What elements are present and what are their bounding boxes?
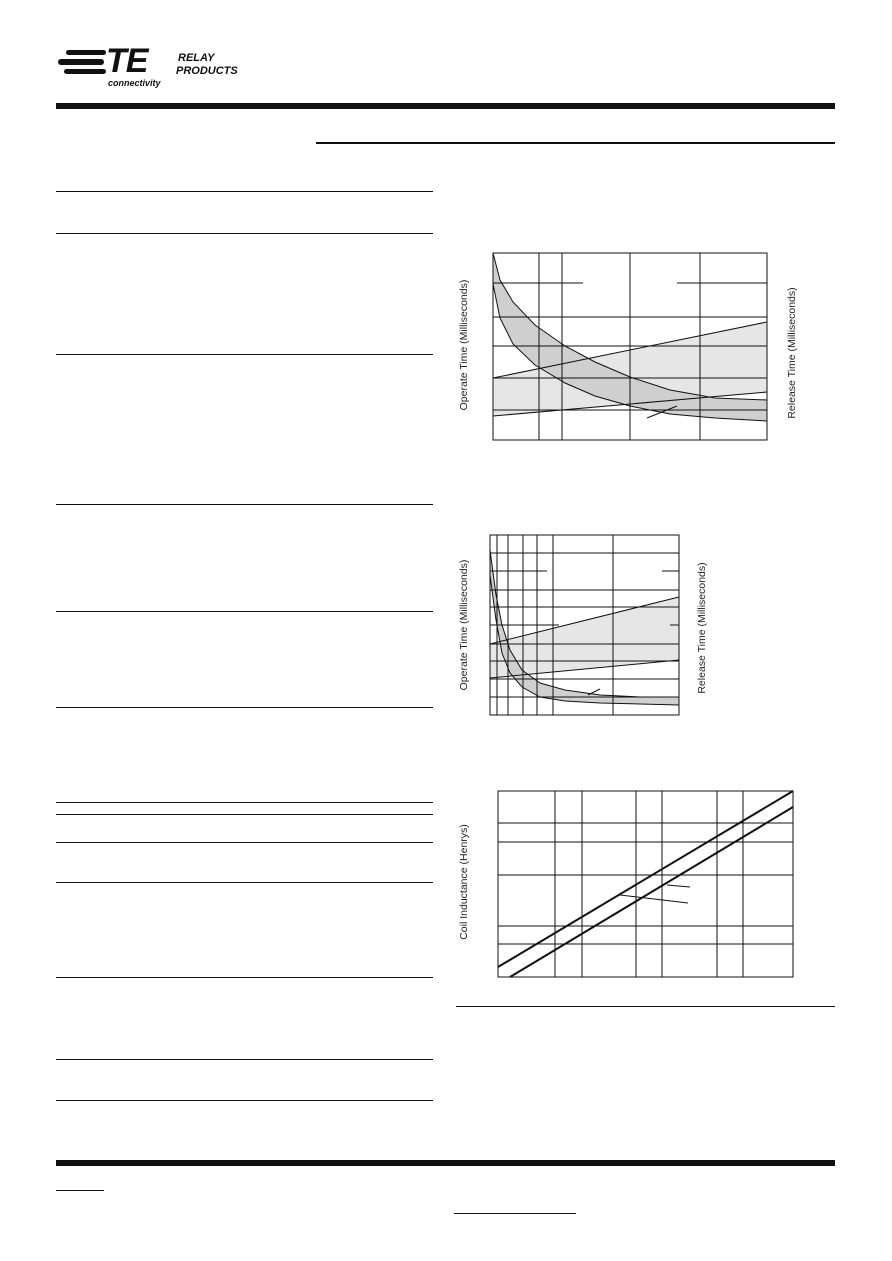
chart-2-plot	[480, 525, 690, 725]
section-divider	[56, 191, 433, 192]
chart-2-ylabel-right: Release Time (Milliseconds)	[696, 562, 708, 694]
logo-subtitle: connectivity	[108, 78, 161, 88]
inductance-line-lower	[510, 807, 793, 977]
header-thin-rule	[316, 142, 835, 144]
section-divider	[56, 504, 433, 505]
footer-center-rule	[454, 1213, 576, 1214]
section-divider	[56, 1100, 433, 1101]
inductance-line-upper	[498, 791, 793, 967]
chart-3-ylabel-left: Coil Inductance (Henrys)	[458, 824, 470, 940]
chart-1-ylabel-left: Operate Time (Milliseconds)	[458, 279, 470, 411]
footer-thick-rule	[56, 1160, 835, 1166]
section-divider	[56, 977, 433, 978]
section-divider	[56, 233, 433, 234]
chart-2-ylabel-left: Operate Time (Milliseconds)	[458, 559, 470, 691]
section-divider	[56, 842, 433, 843]
section-divider	[56, 802, 433, 803]
section-divider	[56, 354, 433, 355]
section-divider	[56, 814, 433, 815]
chart-3-grid	[498, 791, 793, 977]
logo-mark: TE	[106, 42, 148, 80]
chart-1-ylabel-right: Release Time (Milliseconds)	[786, 287, 798, 419]
header-thick-rule	[56, 103, 835, 109]
section-divider	[56, 611, 433, 612]
chart-1-plot	[480, 240, 780, 450]
product-line-1: RELAY	[178, 52, 215, 64]
right-column-divider	[456, 1006, 835, 1007]
te-logo	[56, 44, 176, 90]
footer-left-rule	[56, 1190, 104, 1191]
section-divider	[56, 707, 433, 708]
chart-3-plot	[490, 785, 800, 985]
product-line-2: PRODUCTS	[176, 65, 238, 77]
section-divider	[56, 1059, 433, 1060]
te-logo-mark-icon	[56, 46, 112, 82]
section-divider	[56, 882, 433, 883]
